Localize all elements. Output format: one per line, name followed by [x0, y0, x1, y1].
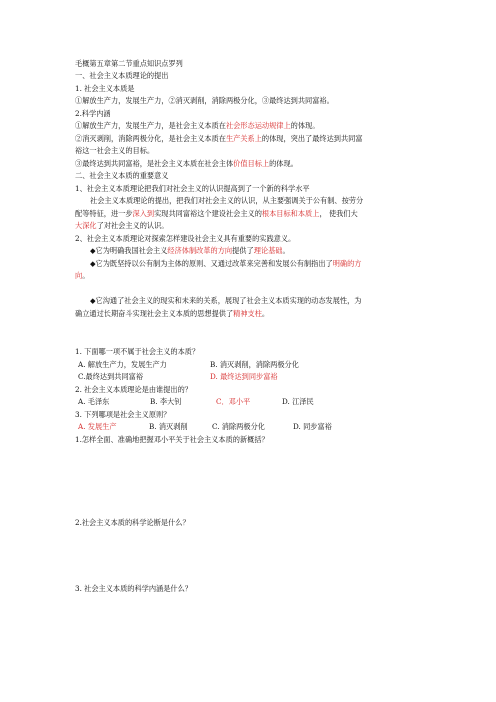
highlight: 根本目标和本质上 — [261, 209, 320, 218]
question-2-option-d: D. 江泽民 — [282, 397, 314, 406]
question-2-option-b: B. 李大钊 — [150, 397, 182, 406]
text: 。 — [82, 271, 90, 280]
text: 的体现。 — [290, 121, 320, 130]
connotation-3 — [75, 159, 435, 168]
subheading-essence: 1. 社会主义本质是 — [75, 84, 135, 93]
highlight: 生产关系上 — [225, 134, 262, 143]
short-answer-2: 2.社会主义本质的科学论断是什么？ — [75, 518, 190, 527]
question-3-option-c: C. 消除两极分化 — [212, 422, 265, 431]
bullet-3-cont — [75, 309, 435, 318]
question-2-option-a: A. 毛泽东 — [78, 397, 110, 406]
highlight: 社会形态运动规律上 — [225, 121, 291, 130]
question-1-option-a: A. 解放生产力，发展生产力 — [78, 360, 167, 369]
text: 确立通过长期奋斗实现社会主义本质的思想提供了 — [75, 309, 234, 318]
short-answer-1: 1.怎样全面、准确地把握邓小平关于社会主义本质的新概括？ — [75, 435, 269, 444]
text: 的体现。 — [269, 159, 298, 168]
subheading-connotation: 2.科学内涵 — [75, 109, 111, 118]
text: ③最终达到共同富裕，是社会主义本质在社会主体 — [75, 159, 234, 168]
question-2-option-c: C．邓小平 — [216, 397, 251, 406]
text: 了对社会主义的认识。 — [96, 221, 169, 230]
question-3-option-b: B. 消灭剥削 — [149, 422, 188, 431]
doc-title: 毛概第五章第二节重点知识点罗列 — [75, 59, 183, 68]
question-2: 2. 社会主义本质理论是由谁提出的？ — [75, 385, 192, 394]
highlight: 明确的方 — [332, 259, 362, 268]
highlight: 经济体制改革的方向 — [167, 246, 233, 255]
text: 提供了 — [232, 246, 254, 255]
question-1-option-b: B. 消灭剥削，消除两极分化 — [210, 360, 299, 369]
highlight: 理论基础 — [253, 246, 283, 255]
text: ◆它为明确我国社会主义 — [90, 246, 168, 255]
question-3-option-d: D. 同步富裕 — [293, 422, 332, 431]
point-1: 1、社会主义本质理论把我们对社会主义的认识提高到了一个新的科学水平 — [75, 184, 310, 193]
text: 。 — [261, 309, 270, 318]
text: ②消灭剥削，消除两极分化，是社会主义本质在 — [75, 134, 226, 143]
connotation-1 — [75, 121, 435, 130]
highlight: 精神支柱 — [233, 309, 262, 318]
point-1-line-1: 社会主义本质理论的提出，把我们对社会主义的认识，从主要强调关于公有制、按劳分 — [90, 196, 364, 205]
point-1-line-2 — [75, 209, 435, 218]
text: 。 — [282, 246, 290, 255]
highlight: 价值目标上 — [233, 159, 270, 168]
highlight: 向 — [75, 271, 83, 280]
text: ◆它为既坚持以公有制为主体的原则、又通过改革来完善和发展公有制指出了 — [90, 259, 333, 268]
question-3: 3. 下列哪项是社会主义原则？ — [75, 410, 171, 419]
connotation-2 — [75, 134, 435, 143]
bullet-1 — [90, 246, 450, 255]
bullet-2-cont — [75, 271, 435, 280]
text: ， 使我们大 — [319, 209, 358, 218]
bullet-3: ◆它沟通了社会主义的现实和未来的关系，展现了社会主义本质实现的动态发展性，为 — [90, 296, 362, 305]
question-1-option-c: C.最终达到共同富裕 — [78, 372, 144, 381]
highlight: 深入到 — [132, 209, 155, 218]
connotation-2-cont: 裕这一社会主义的目标。 — [75, 146, 155, 155]
text: 配等特征，进一步 — [75, 209, 133, 218]
text: ①解放生产力，发展生产力，是社会主义本质在 — [75, 121, 226, 130]
essence-text: ①解放生产力，发展生产力，②消灭剥削，消除两极分化，③最终达到共同富裕。 — [75, 96, 334, 105]
section-2-heading: 二、社会主义本质的重要意义 — [75, 171, 169, 180]
bullet-2 — [90, 259, 450, 268]
section-1-heading: 一、社会主义本质理论的提出 — [75, 71, 169, 80]
question-1-option-d: D. 最终达到同步富裕 — [210, 372, 278, 381]
text: 的体现，突出了最终达到共同富 — [261, 134, 363, 143]
highlight: 大深化 — [75, 221, 97, 230]
point-1-line-3 — [75, 221, 435, 230]
short-answer-3: 3. 社会主义本质的科学内涵是什么？ — [75, 584, 192, 593]
text: 实现共同富裕这个建设社会主义的 — [154, 209, 262, 218]
question-1: 1. 下面哪一项不属于社会主义的本质？ — [75, 347, 200, 356]
point-2: 2、社会主义本质理论对探索怎样建设社会主义具有重要的实践意义。 — [75, 234, 296, 243]
question-3-option-a: A. 发展生产 — [78, 422, 117, 431]
